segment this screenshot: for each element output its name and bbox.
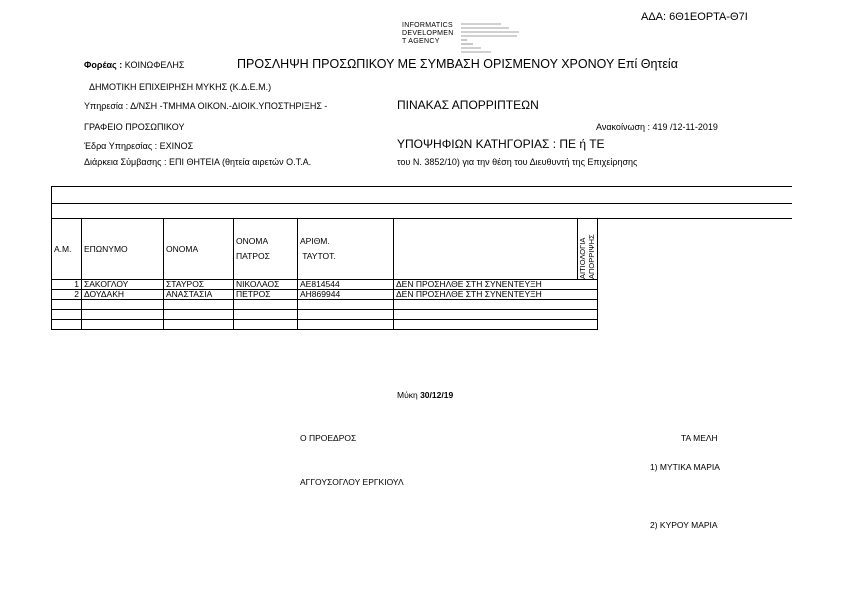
col-header-onoma: ΟΝΟΜΑ <box>164 219 234 280</box>
diarkeia-line: Διάρκεια Σύμβασης : ΕΠΙ ΘΗΤΕΙΑ (θητεία αιρετών Ο.Τ.Α. <box>84 157 312 167</box>
edra-line: Έδρα Υπηρεσίας : ΕΧΙΝΟΣ <box>84 141 194 151</box>
table-row <box>52 280 792 290</box>
cell-am: 2 <box>52 290 82 300</box>
col-header-patros-line1: ΟΝΟΜΑ <box>236 236 269 246</box>
col-header-reason-line2: ΑΠΟΡΡΙΨΗΣ <box>587 234 596 279</box>
col-header-blank <box>394 219 578 280</box>
col-header-aitiologia <box>578 219 598 280</box>
foreas-value: ΚΟΙΝΩΦΕΛΗΣ <box>124 60 185 70</box>
col-header-reason-line1: ΑΙΤΙΟΛΟΓΙΑ <box>578 237 587 279</box>
place-date-value: 30/12/19 <box>420 390 454 400</box>
proedros-name: ΑΓΓΟΥΣΟΓΛΟΥ ΕΡΓΚΙΟΥΛ <box>300 477 404 487</box>
table-blank-row <box>52 204 792 219</box>
member-1: 1) ΜΥΤΙΚΑ ΜΑΡΙΑ <box>650 462 720 472</box>
foreas-label: Φορέας : <box>84 60 125 70</box>
place-date-prefix: Μύκη <box>397 390 421 400</box>
col-header-spacer <box>598 219 792 280</box>
col-header-onoma-patros <box>234 219 298 280</box>
proedros-label: Ο ΠΡΟΕΔΡΟΣ <box>300 433 357 443</box>
table-empty-row <box>52 320 792 330</box>
member-2: 2) ΚΥΡΟΥ ΜΑΡΙΑ <box>650 520 718 530</box>
table-empty-row <box>52 300 792 310</box>
place-date <box>397 390 453 400</box>
cell-reason: ΔΕΝ ΠΡΟΣΗΛΘΕ ΣΤΗ ΣΥΝΕΝΤΕΥΞΗ <box>394 280 598 290</box>
anakoinosi-line: Ανακοίνωση : 419 /12-11-2019 <box>596 122 718 132</box>
cell-eponymo: ΣΑΚΟΓΛΟΥ <box>82 280 164 290</box>
col-header-am: Α.Μ. <box>52 219 82 280</box>
ypiresia-line: Υπηρεσία : Δ/ΝΣΗ -ΤΜΗΜΑ ΟΙΚΟΝ.-ΔΙΟΙΚ.ΥΠΟΣΤΗΡΙΞΗΣ - <box>84 101 328 111</box>
stamp-line-3: T AGENCY <box>402 38 440 45</box>
meli-label: ΤΑ ΜΕΛΗ <box>681 433 718 443</box>
col-header-aitiologia-text <box>578 219 596 279</box>
col-header-id-line2: ΤΑΥΤΟΤ. <box>300 251 336 261</box>
rejected-candidates-table <box>51 186 792 330</box>
table-header-row <box>52 219 792 280</box>
cell-eponymo: ΔΟΥΔΑΚΗ <box>82 290 164 300</box>
cell-spacer <box>598 280 792 290</box>
cell-id: ΑΗ869944 <box>298 290 394 300</box>
col-header-patros-line2: ΠΑΤΡΟΣ <box>236 251 270 261</box>
cell-patros: ΝΙΚΟΛΑΟΣ <box>234 280 298 290</box>
stamp-signature-graphic <box>461 22 521 56</box>
ypopsifion-title: ΥΠΟΨΗΦΙΩΝ ΚΑΤΗΓΟΡΙΑΣ : ΠΕ ή ΤΕ <box>397 137 605 151</box>
dimotiki-epixeirisi: ΔΗΜΟΤΙΚΗ ΕΠΙΧΕΙΡΗΣΗ ΜΥΚΗΣ (Κ.Δ.Ε.Μ.) <box>89 82 272 92</box>
stamp-line-1: INFORMATICS <box>402 22 454 29</box>
grafeio-line: ΓΡΑΦΕΙΟ ΠΡΟΣΩΠΙΚΟΥ <box>84 122 185 132</box>
cell-reason: ΔΕΝ ΠΡΟΣΗΛΘΕ ΣΤΗ ΣΥΝΕΝΤΕΥΞΗ <box>394 290 598 300</box>
cell-id: ΑΕ814544 <box>298 280 394 290</box>
ida-stamp <box>402 22 454 46</box>
col-header-eponymo: ΕΠΩΝΥΜΟ <box>82 219 164 280</box>
main-title: ΠΡΟΣΛΗΨΗ ΠΡΟΣΩΠΙΚΟΥ ΜΕ ΣΥΜΒΑΣΗ ΟΡΙΣΜΕΝΟΥ ΧΡΟΝΟΥ Επί Θητεία <box>237 57 678 71</box>
foreas-line <box>84 60 184 70</box>
table-blank-row <box>52 187 792 204</box>
col-header-taytotita <box>298 219 394 280</box>
table-empty-row <box>52 310 792 320</box>
cell-am: 1 <box>52 280 82 290</box>
cell-onoma: ΣΤΑΥΡΟΣ <box>164 280 234 290</box>
cell-patros: ΠΕΤΡΟΣ <box>234 290 298 300</box>
stamp-line-2: DEVELOPMEN <box>402 30 454 37</box>
cell-onoma: ΑΝΑΣΤΑΣΙΑ <box>164 290 234 300</box>
cell-spacer <box>598 290 792 300</box>
thesi-line: του Ν. 3852/10) για την θέση του Διευθυντή της Επιχείρησης <box>397 157 638 167</box>
ada-code: ΑΔΑ: 6Θ1ΕΟΡΤΑ-Θ7Ι <box>641 11 748 23</box>
col-header-id-line1: ΑΡΙΘΜ. <box>300 236 330 246</box>
table-row <box>52 290 792 300</box>
pinakas-title: ΠΙΝΑΚΑΣ ΑΠΟΡΡΙΠΤΕΩΝ <box>397 98 539 112</box>
